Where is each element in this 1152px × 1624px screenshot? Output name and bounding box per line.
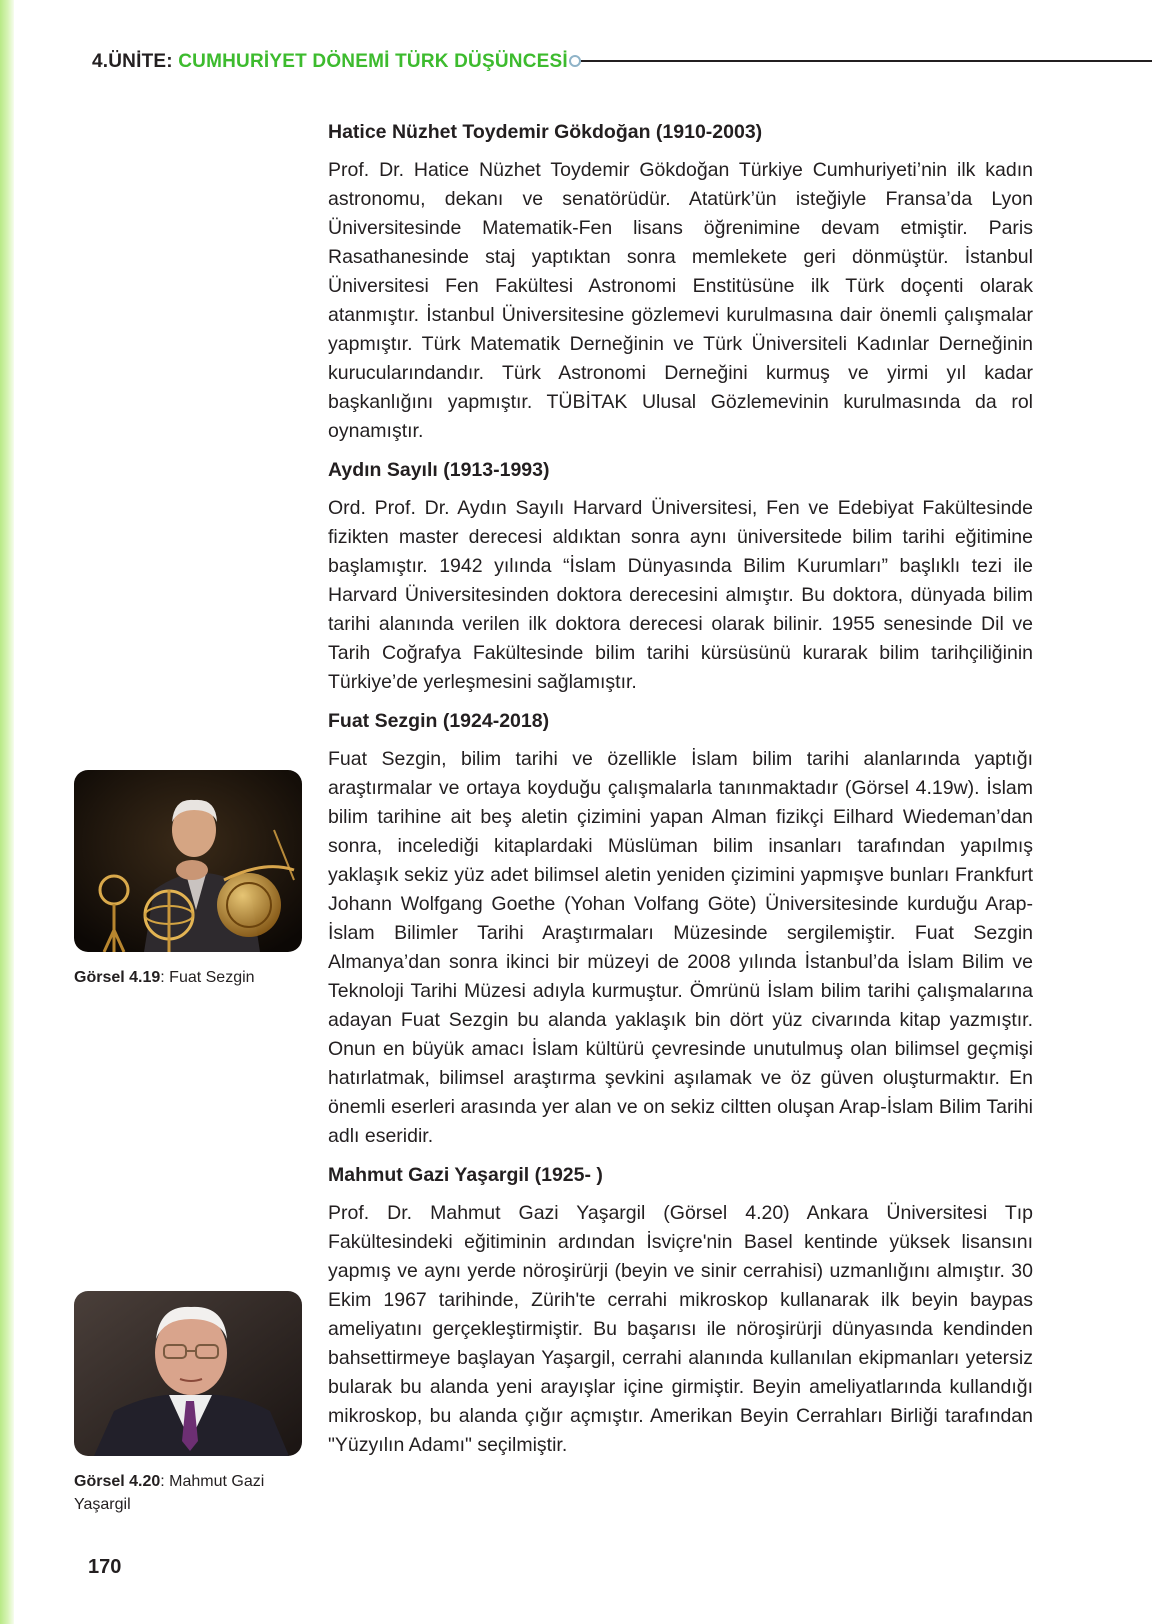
main-text-column xyxy=(328,118,1033,1470)
page-number: 170 xyxy=(88,1556,122,1578)
section-heading-gokdogan: Hatice Nüzhet Toydemir Gökdoğan (1910-2003) xyxy=(328,121,763,143)
header-rule xyxy=(581,60,1152,62)
yasargil-photo xyxy=(74,1291,302,1456)
figure-label: Görsel 4.20 xyxy=(74,1473,161,1490)
unit-header-text xyxy=(92,51,568,73)
unit-title: CUMHURİYET DÖNEMİ TÜRK DÜŞÜNCESİ xyxy=(178,51,568,72)
page-edge-bar xyxy=(0,0,14,1624)
figure-caption-text: : Mahmut Gazi Yaşargil xyxy=(74,1473,265,1513)
header-circle-icon xyxy=(569,55,581,67)
figure-mahmut-gazi-yasargil xyxy=(74,1291,304,1516)
figure-fuat-sezgin xyxy=(74,770,304,989)
fuat-sezgin-photo-illustration xyxy=(74,770,302,952)
section-heading-sayili: Aydın Sayılı (1913-1993) xyxy=(328,459,550,481)
yasargil-photo-illustration xyxy=(74,1291,302,1456)
unit-number: 4.ÜNİTE: xyxy=(92,51,173,72)
section-body-sayili: Ord. Prof. Dr. Aydın Sayılı Harvard Üniversitesi, Fen ve Edebiyat Fakültesinde fizikten master derecesi aldıktan sonra aynı üniversitede bilim tarihi eğitimine başlamıştır. 1942 yılında “İslam Dünyasında Bilim Kurumları” başlıklı tezi ile Harvard Üniversitesinden doktora derecesini almıştır. Bu doktora, dünyada bilim tarihi alanında verilen ilk doktora derecesi olarak bilinir. 1955 senesinde Dil ve Tarih Coğrafya Fakültesinde bilim tarihi kürsüsünü kurarak bilim tarihçiliğinin Türkiye’de yerleşmesini sağlamıştır. xyxy=(328,497,1033,693)
fuat-sezgin-photo xyxy=(74,770,302,952)
unit-header xyxy=(92,48,1152,78)
section-body-yasargil: Prof. Dr. Mahmut Gazi Yaşargil (Görsel 4.20) Ankara Üniversitesi Tıp Fakültesindeki eğitiminin ardından İsviçre'nin Basel kentinde yüksek lisansını yapmış ve aynı yerde nöroşirürji (beyin ve sinir cerrahisi) uzmanlığını almıştır. 30 Ekim 1967 tarihinde, Zürih'te cerrahi mikroskop kullanarak ilk beyin baypas ameliyatını gerçekleştirmiştir. Bu başarısı ile nöroşirürji dünyasında kendinden bahsettirmeye başlayan Yaşargil, cerrahi alanında kullanılan ekipmanları yetersiz bularak bu alanda yeni arayışlar içine girmiştir. Beyin ameliyatlarında kullandığı mikroskop, bu alanda çığır açmıştır. Amerikan Beyin Cerrahları Birliği tarafından "Yüzyılın Adamı" seçilmiştir. xyxy=(328,1202,1033,1456)
figure-caption-sezgin xyxy=(74,966,304,989)
figure-label: Görsel 4.19 xyxy=(74,969,161,986)
section-body-sezgin: Fuat Sezgin, bilim tarihi ve özellikle İslam bilim tarihi alanlarında yaptığı araştırmalar ve ortaya koyduğu çalışmalarla tanınmaktadır (Görsel 4.19w). İslam bilim tarihine ait beş aletin çizimini yapan Alman fizikçi Eilhard Wiedeman’dan sonra, incelediği kitaplardaki Müslüman bilim insanları tarafından yapılmış yaklaşık sekiz yüz adet bilimsel aletin yeniden çizimini yapmışve bunları Frankfurt Johann Wolfgang Goethe (Yohan Volfang Göte) Üniversitesinde kurduğu Arap-İslam Bilimler Tarihi Araştırmaları Müzesinde sergilemiştir. Fuat Sezgin Almanya’dan sonra ikinci bir müzeyi de 2008 yılında İstanbul’da İslam Bilim ve Teknoloji Tarihi Müzesi adıyla kurmuştur. Ömrünü İslam bilim tarihi çalışmalarına adayan Fuat Sezgin bu alanda yaklaşık bin dört yüz civarında kitap yazmıştır. Onun en büyük amacı İslam kültürü çevresinde unutulmuş olan bilimsel geçmişi hatırlatmak, bilimsel araştırma şevkini aşılamak ve öz güven oluşturmaktır. En önemli eserleri arasında yer alan ve on sekiz ciltten oluşan Arap-İslam Bilim Tarihi adlı eseridir. xyxy=(328,748,1033,1147)
section-heading-sezgin: Fuat Sezgin (1924-2018) xyxy=(328,710,550,732)
section-body-gokdogan: Prof. Dr. Hatice Nüzhet Toydemir Gökdoğan Türkiye Cumhuriyeti’nin ilk kadın astronomu, dekanı ve senatörüdür. Atatürk’ün isteğiyle Fransa’da Lyon Üniversitesinde Matematik-Fen lisans öğrenimine devam etmiştir. Paris Rasathanesinde staj yaptıktan sonra memlekete geri dönmüştür. İstanbul Üniversitesi Fen Fakültesi Astronomi Enstitüsüne ilk Türk doçenti olarak atanmıştır. İstanbul Üniversitesine gözlemevi kurulmasına dair önemli çalışmalar yapmıştır. Türk Matematik Derneğinin ve Türk Üniversiteli Kadınlar Derneğinin kurucularındandır. Türk Astronomi Derneğini kurmuş ve yirmi yıl kadar başkanlığını yapmıştır. TÜBİTAK Ulusal Gözlemevinin kurulmasında da rol oynamıştır. xyxy=(328,159,1033,442)
section-heading-yasargil: Mahmut Gazi Yaşargil (1925- ) xyxy=(328,1164,603,1186)
figure-caption-text: : Fuat Sezgin xyxy=(160,969,255,986)
figure-caption-yasargil xyxy=(74,1470,304,1516)
